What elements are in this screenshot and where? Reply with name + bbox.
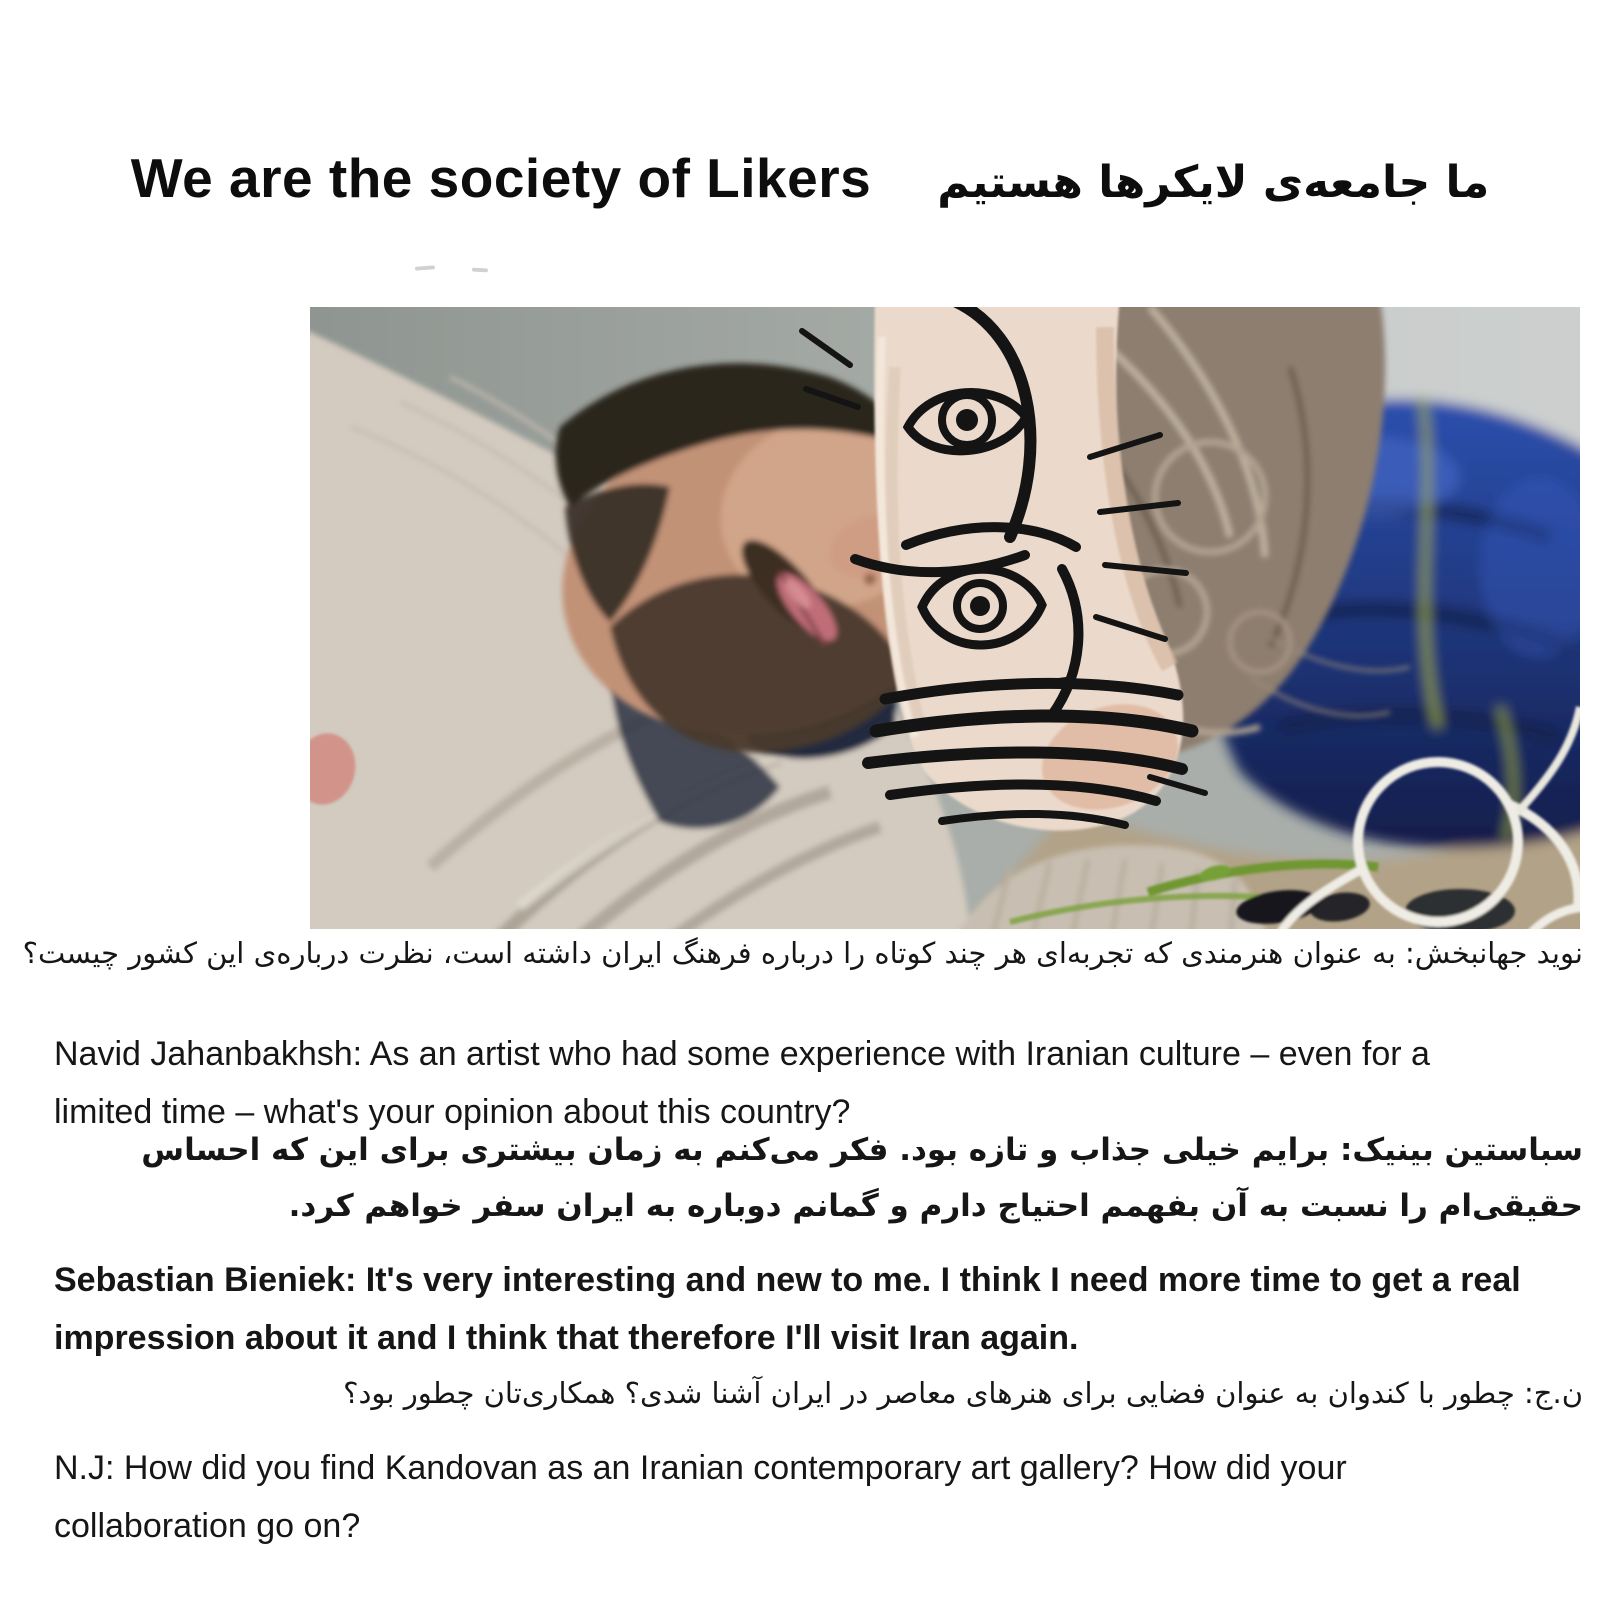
interview-question-2-english: N.J: How did you find Kandovan as an Iranian contemporary art gallery? How did your collaboration go on? bbox=[54, 1449, 1347, 1545]
page-title-farsi: ما جامعه‌ی لایکرها هستیم bbox=[937, 157, 1490, 208]
interview-answer-1-farsi: سباستین بینیک: برایم خیلی جذاب و تازه بود. فکر می‌کنم به زمان بیشتری برای این که احساس حقیقی‌ام را نسبت به آن بفهمم احتیاج دارم و گمانم دوباره به ایران سفر خواهم کرد. bbox=[141, 1132, 1583, 1225]
interview-question-1-farsi: نوید جهانبخش: به عنوان هنرمندی که تجربه‌ای هر چند کوتاه را درباره فرهنگ ایران داشته است، نظرت درباره‌ی این کشور چیست؟ bbox=[22, 936, 1583, 970]
interview-question-2-farsi: ن.ج: چطور با کندوان به عنوان فضایی برای هنرهای معاصر در ایران آشنا شدی؟ همکاری‌تان چطور بود؟ bbox=[343, 1376, 1583, 1410]
page-title-english: We are the society of Likers bbox=[130, 147, 872, 209]
article-photo bbox=[310, 307, 1580, 929]
interview-answer-1-english: Sebastian Bieniek: It's very interesting and new to me. I think I need more time to get a real impression about it and I think that therefore I'll visit Iran again. bbox=[54, 1261, 1521, 1357]
crop-artifact bbox=[415, 265, 435, 270]
photo-illustration bbox=[310, 307, 1580, 929]
crop-artifact bbox=[472, 268, 488, 273]
page-title bbox=[0, 146, 1620, 210]
interview-question-1-english: Navid Jahanbakhsh: As an artist who had some experience with Iranian culture – even for a limited time – what's your opinion about this country? bbox=[54, 1035, 1430, 1131]
